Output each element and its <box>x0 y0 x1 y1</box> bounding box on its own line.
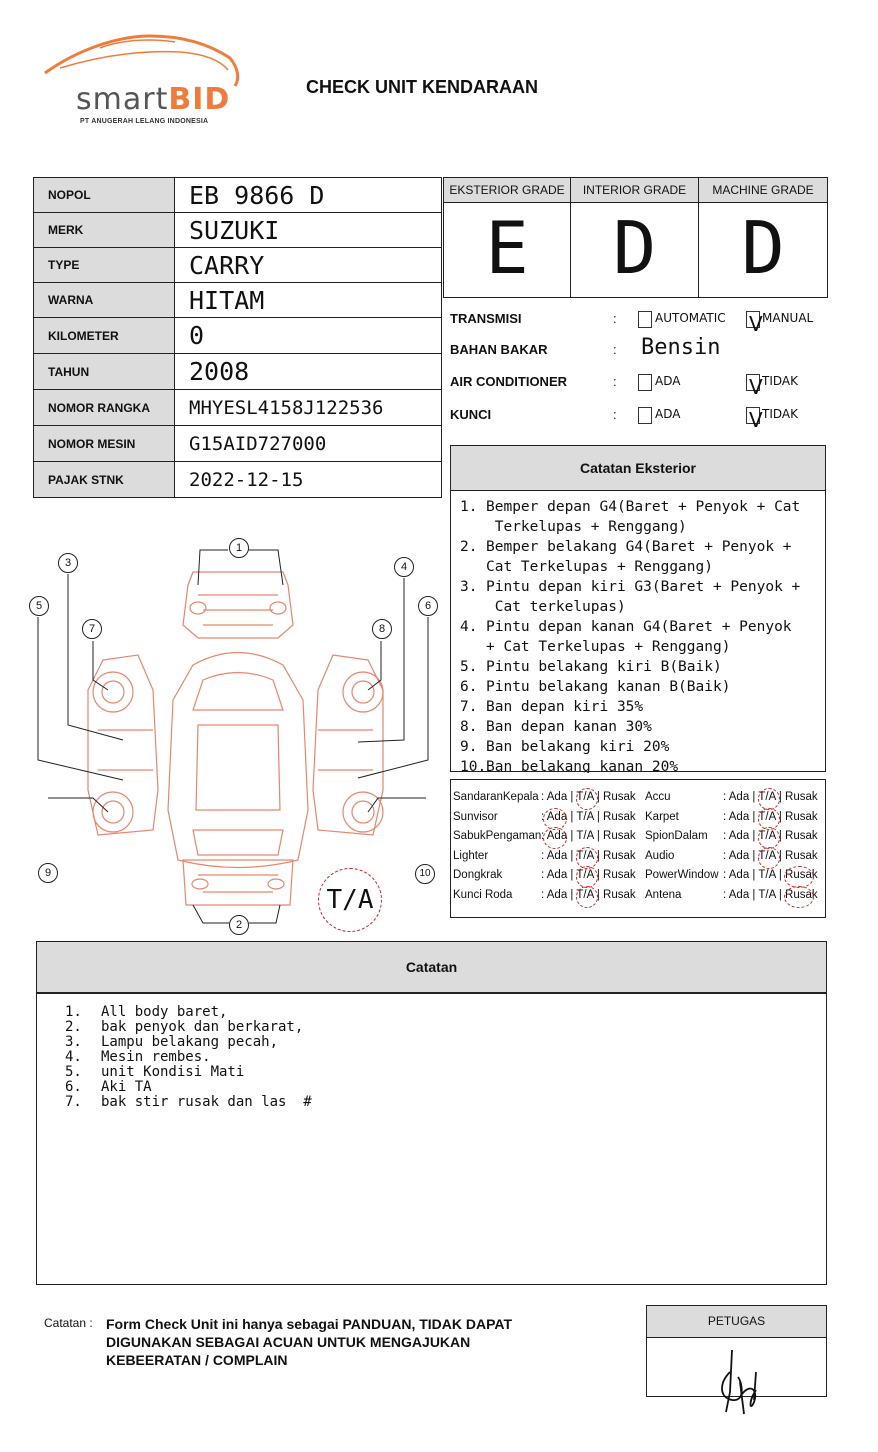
exterior-notes-title: Catatan Eksterior <box>450 445 826 491</box>
accessory-choices: : Ada | T/A | Rusak <box>541 849 636 862</box>
catatan-item <box>65 1065 826 1080</box>
footer-line-3: KEBEERATAN / COMPLAIN <box>106 1352 288 1368</box>
exterior-note-continuation: + Cat Terkelupas + Renggang) <box>486 639 731 655</box>
accessory-name: SabukPengaman <box>453 830 542 842</box>
accessory-row <box>453 869 638 887</box>
catatan-item <box>65 1095 826 1110</box>
exterior-note-number: 3. <box>460 579 478 595</box>
catatan-number: 1. <box>65 1004 82 1020</box>
accessory-row <box>645 889 830 907</box>
catatan-item <box>65 1020 826 1035</box>
info-label: NOMOR RANGKA <box>34 390 175 426</box>
diagram-label-5: 5 <box>29 596 49 616</box>
grade-label: INTERIOR GRADE <box>571 178 699 203</box>
info-value: 2022-12-15 <box>175 462 442 498</box>
diagram-label-10: 10 <box>415 864 435 884</box>
exterior-note-text: Bemper belakang G4(Baret + Penyok + <box>486 539 792 555</box>
accessory-name: Audio <box>645 849 675 862</box>
exterior-note-text: Bemper depan G4(Baret + Penyok + Cat <box>486 499 801 515</box>
exterior-note-text: Ban belakang kanan 20% <box>486 759 679 773</box>
kunci-ada-label: ADA <box>655 407 681 421</box>
info-value: 0 <box>175 318 442 354</box>
accessory-name: Accu <box>645 791 671 803</box>
footer-line-1: Form Check Unit ini hanya sebagai PANDUAN, TIDAK DAPAT <box>106 1316 513 1332</box>
diagram-label-9: 9 <box>38 863 58 883</box>
exterior-notes-panel <box>450 445 826 772</box>
info-row-type <box>34 248 442 283</box>
car-damage-diagram <box>28 530 443 940</box>
accessory-choices: : Ada | T/A | Rusak <box>541 791 636 803</box>
grade-value: D <box>571 203 699 297</box>
catatan-text: Mesin rembes. <box>101 1049 211 1065</box>
accessory-choices: : Ada | T/A | Rusak <box>541 888 636 901</box>
accessory-name: Sunvisor <box>453 810 498 823</box>
exterior-notes-list <box>451 491 825 773</box>
grade-machine <box>699 178 827 297</box>
automatic-label: AUTOMATIC <box>655 311 726 325</box>
catatan-list <box>37 994 826 1110</box>
accessory-row <box>453 791 638 809</box>
exterior-note-number: 7. <box>460 699 478 715</box>
accessory-selected-mark <box>784 886 814 908</box>
accessory-row <box>453 850 638 868</box>
accessory-selected-mark <box>784 866 814 888</box>
catatan-text: bak stir rusak dan las # <box>101 1094 312 1110</box>
exterior-note-continuation: Terkelupas + Renggang) <box>486 519 687 535</box>
kunci-tidak-label: TIDAK <box>762 407 798 421</box>
transmisi-label: TRANSMISI <box>450 311 522 326</box>
diagram-label-1: 1 <box>229 538 249 558</box>
catatan-number: 7. <box>65 1094 82 1110</box>
catatan-text: Lampu belakang pecah, <box>101 1034 279 1050</box>
info-row-nopol <box>34 178 442 213</box>
info-value: 2008 <box>175 354 442 390</box>
accessory-selected-mark <box>576 788 598 810</box>
exterior-note-item <box>460 697 825 717</box>
automatic-checkbox[interactable] <box>638 311 652 328</box>
catatan-number: 5. <box>65 1064 82 1080</box>
catatan-number: 6. <box>65 1079 82 1095</box>
diagram-label-3: 3 <box>58 553 78 573</box>
accessory-selected-mark <box>576 886 598 908</box>
accessory-name: PowerWindow <box>645 869 719 881</box>
logo-brand-b: BID <box>168 82 231 117</box>
exterior-note-text: Ban depan kanan 30% <box>486 719 652 735</box>
page-title: CHECK UNIT KENDARAAN <box>306 77 538 97</box>
info-row-nomor-mesin <box>34 426 442 462</box>
ac-tidak-label: TIDAK <box>762 374 798 388</box>
catatan-item <box>65 1035 826 1050</box>
diagram-label-7: 7 <box>82 619 102 639</box>
info-value: SUZUKI <box>175 213 442 248</box>
exterior-note-number: 8. <box>460 719 478 735</box>
catatan-text: bak penyok dan berkarat, <box>101 1019 304 1035</box>
logo-company: PT ANUGERAH LELANG INDONESIA <box>80 118 209 125</box>
exterior-note-continuation: Cat terkelupas) <box>486 599 626 615</box>
info-label: WARNA <box>34 283 175 318</box>
accessory-row <box>453 830 638 848</box>
info-row-kilometer <box>34 318 442 354</box>
diagram-label-2: 2 <box>229 915 249 935</box>
exterior-note-number: 4. <box>460 619 478 635</box>
grade-label: EKSTERIOR GRADE <box>444 178 571 203</box>
petugas-label: PETUGAS <box>647 1306 826 1338</box>
accessory-row <box>645 830 830 848</box>
exterior-note-number: 5. <box>460 659 478 675</box>
catatan-number: 2. <box>65 1019 82 1035</box>
catatan-panel <box>36 941 827 1285</box>
kunci-label: KUNCI <box>450 407 492 422</box>
accessory-selected-mark <box>758 827 780 849</box>
info-label: NOMOR MESIN <box>34 426 175 462</box>
catatan-item <box>65 1050 826 1065</box>
exterior-note-item <box>460 737 825 757</box>
exterior-note-number: 6. <box>460 679 478 695</box>
exterior-note-number: 10. <box>460 759 487 773</box>
diagram-label-8: 8 <box>372 619 392 639</box>
exterior-note-item <box>460 497 825 517</box>
manual-check-mark: V <box>749 312 763 336</box>
colon: : <box>613 311 617 326</box>
colon: : <box>613 342 617 357</box>
accessory-choices: : Ada | T/A | Rusak <box>541 869 636 881</box>
grade-box <box>443 177 828 298</box>
ac-ada-checkbox[interactable] <box>638 374 652 391</box>
bahan-bakar-value: Bensin <box>641 335 721 360</box>
grade-value: D <box>741 206 785 290</box>
exterior-note-item <box>460 617 825 637</box>
accessory-row <box>453 811 638 829</box>
logo <box>40 28 250 128</box>
exterior-note-item <box>460 757 825 773</box>
exterior-note-item <box>460 677 825 697</box>
accessory-name: Dongkrak <box>453 869 503 881</box>
kunci-ada-checkbox[interactable] <box>638 407 652 424</box>
accessory-row <box>645 850 830 868</box>
footer-disclaimer <box>106 1315 512 1369</box>
catatan-number: 3. <box>65 1034 82 1050</box>
accessory-choices: : Ada | T/A | Rusak <box>541 830 636 842</box>
exterior-note-number: 1. <box>460 499 478 515</box>
accessory-row <box>645 869 830 887</box>
exterior-note-text: Ban depan kiri 35% <box>486 699 644 715</box>
exterior-note-text: Pintu depan kanan G4(Baret + Penyok <box>486 619 792 635</box>
exterior-note-text: Pintu belakang kiri B(Baik) <box>486 659 722 675</box>
kunci-check-mark: V <box>749 408 763 432</box>
logo-brand-a: smart <box>76 82 169 117</box>
ac-ada-label: ADA <box>655 374 681 388</box>
exterior-note-text: Pintu depan kiri G3(Baret + Penyok + <box>486 579 801 595</box>
accessory-name: Kunci Roda <box>453 888 513 901</box>
catatan-item <box>65 1080 826 1095</box>
exterior-note-item <box>460 717 825 737</box>
accessory-choices: : Ada | T/A | Rusak <box>541 810 636 823</box>
exterior-note-item <box>460 577 825 597</box>
exterior-note-text: Pintu belakang kanan B(Baik) <box>486 679 731 695</box>
info-label: TAHUN <box>34 354 175 390</box>
info-row-nomor-rangka <box>34 390 442 426</box>
exterior-note-item <box>460 657 825 677</box>
ac-label: AIR CONDITIONER <box>450 374 567 389</box>
info-row-warna <box>34 283 442 318</box>
footer-label: Catatan : <box>44 1316 93 1330</box>
accessory-choices: : Ada | T/A | Rusak <box>723 810 818 823</box>
grade-value: E <box>444 203 571 297</box>
vehicle-info-table <box>33 177 442 498</box>
exterior-note-item <box>460 537 825 557</box>
info-label: KILOMETER <box>34 318 175 354</box>
accessory-selected-mark <box>576 866 598 888</box>
accessory-selected-mark <box>543 827 567 849</box>
catatan-item <box>65 1005 826 1020</box>
info-label: PAJAK STNK <box>34 462 175 498</box>
exterior-note-number: 9. <box>460 739 478 755</box>
accessory-name: Lighter <box>453 849 489 862</box>
info-value: MHYESL4158J122536 <box>175 390 442 426</box>
ac-check-mark: V <box>749 375 763 399</box>
accessory-selected-mark <box>758 847 780 869</box>
manual-label: MANUAL <box>762 311 814 325</box>
accessory-choices: : Ada | T/A | Rusak <box>723 869 818 881</box>
signature-icon <box>712 1342 772 1422</box>
info-value: HITAM <box>175 283 442 318</box>
info-row-pajak-stnk <box>34 462 442 498</box>
accessory-choices: : Ada | T/A | Rusak <box>723 791 818 803</box>
accessory-name: Karpet <box>645 810 679 823</box>
accessory-row <box>645 791 830 809</box>
accessory-choices: : Ada | T/A | Rusak <box>723 849 818 862</box>
info-value: EB 9866 D <box>175 178 442 213</box>
bahan-bakar-label: BAHAN BAKAR <box>450 342 548 357</box>
ta-stamp-text: T/A <box>326 885 374 915</box>
ta-stamp <box>318 868 382 932</box>
exterior-note-text: Ban belakang kiri 20% <box>486 739 670 755</box>
diagram-label-4: 4 <box>394 557 414 577</box>
accessory-name: SandaranKepala <box>453 791 539 803</box>
catatan-text: unit Kondisi Mati <box>101 1064 245 1080</box>
accessory-name: SpionDalam <box>645 830 708 842</box>
catatan-number: 4. <box>65 1049 82 1065</box>
colon: : <box>613 374 617 389</box>
catatan-text: Aki TA <box>101 1079 152 1095</box>
accessory-row <box>645 811 830 829</box>
grade-interior <box>571 178 699 297</box>
catatan-text: All body baret, <box>101 1004 228 1020</box>
accessory-choices: : Ada | T/A | Rusak <box>723 888 818 901</box>
accessory-row <box>453 889 638 907</box>
footer-line-2: DIGUNAKAN SEBAGAI ACUAN UNTUK MENGAJUKAN <box>106 1334 471 1350</box>
accessory-choices: : Ada | T/A | Rusak <box>723 830 818 842</box>
info-value: CARRY <box>175 248 442 283</box>
grade-label: MACHINE GRADE <box>699 178 827 203</box>
colon: : <box>613 407 617 422</box>
grade-exterior <box>444 178 571 297</box>
accessories-panel <box>450 779 826 918</box>
info-label: NOPOL <box>34 178 175 213</box>
accessory-name: Antena <box>645 888 682 901</box>
car-outline-icon <box>28 530 443 940</box>
info-label: MERK <box>34 213 175 248</box>
diagram-label-6: 6 <box>418 596 438 616</box>
info-row-tahun <box>34 354 442 390</box>
info-label: TYPE <box>34 248 175 283</box>
info-value: G15AID727000 <box>175 426 442 462</box>
exterior-note-number: 2. <box>460 539 478 555</box>
catatan-title: Catatan <box>36 941 827 994</box>
exterior-note-continuation: Cat Terkelupas + Renggang) <box>486 559 713 575</box>
info-row-merk <box>34 213 442 248</box>
accessory-selected-mark <box>758 788 780 810</box>
